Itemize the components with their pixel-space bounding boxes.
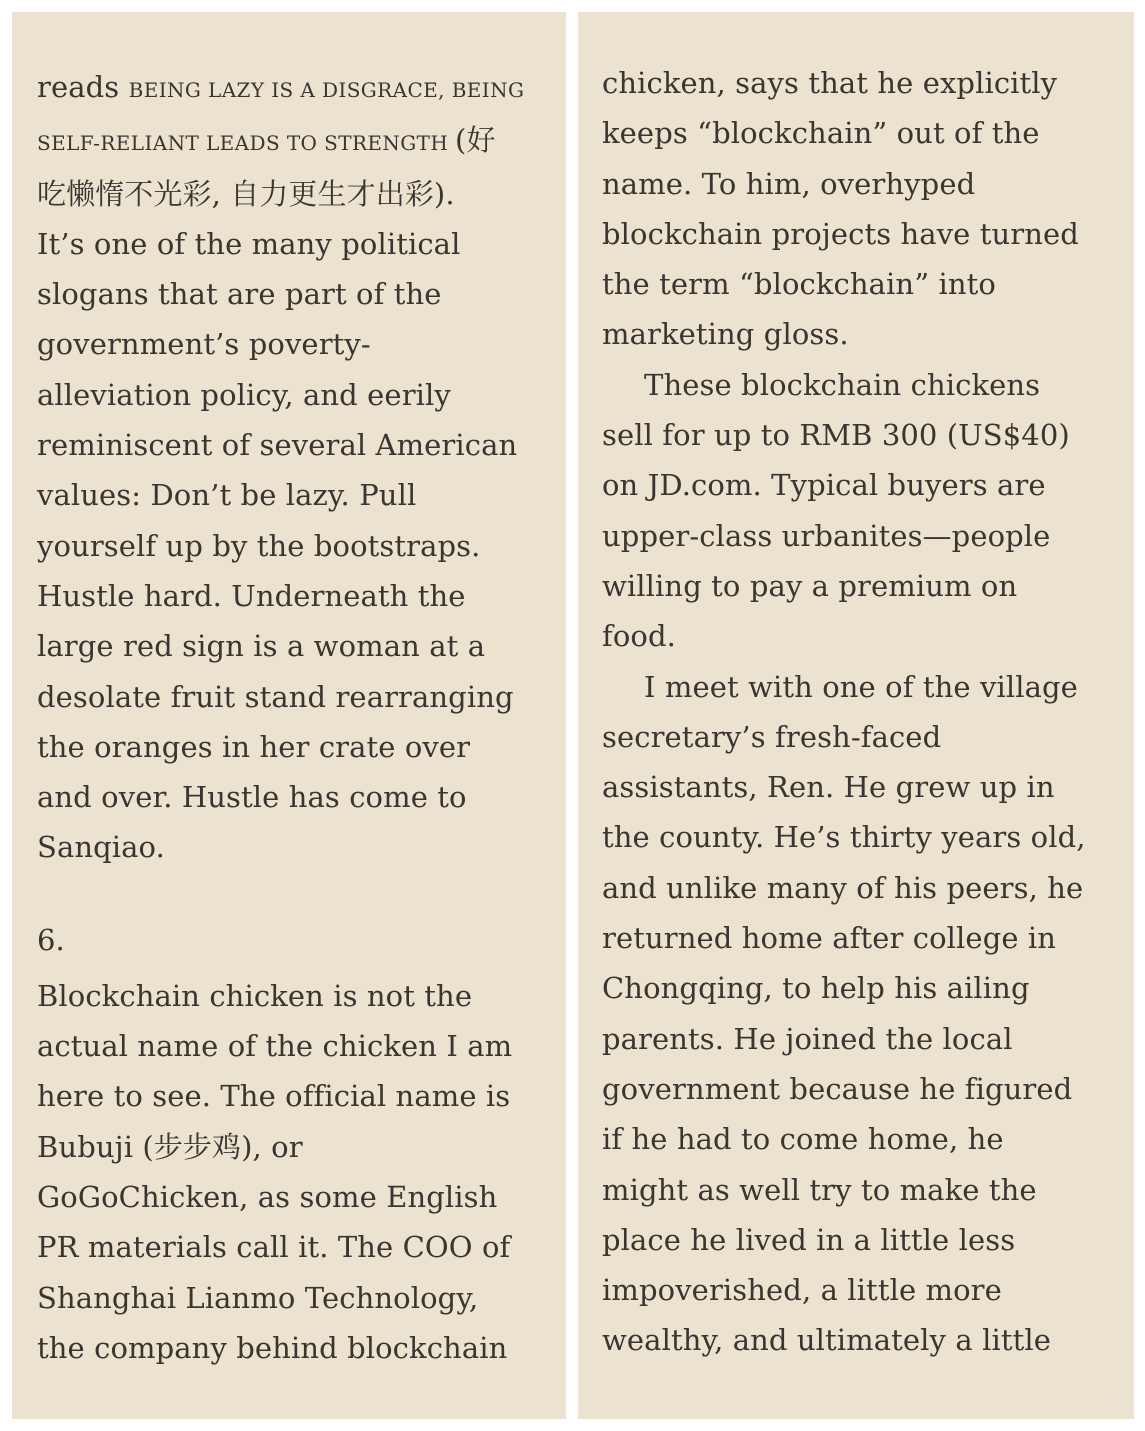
text-line: Shanghai Lianmo Technology, xyxy=(37,1280,479,1315)
text-line: place he lived in a little less xyxy=(602,1222,1016,1257)
right-page-text xyxy=(602,58,1116,1366)
text-line: willing to pay a premium on xyxy=(602,568,1018,603)
text-line: parents. He joined the local xyxy=(602,1021,1013,1056)
text-line: actual name of the chicken I am xyxy=(37,1029,513,1064)
text-line: government because he figured xyxy=(602,1071,1073,1106)
text-line: Sanqiao. xyxy=(37,830,165,865)
text-line: 吃懒惰不光彩, 自力更生才出彩). xyxy=(37,176,455,211)
text-line: the county. He’s thirty years old, xyxy=(602,820,1086,855)
text-line: secretary’s fresh-faced xyxy=(602,719,942,754)
left-page xyxy=(12,12,566,1419)
text-line: slogans that are part of the xyxy=(37,277,442,312)
text-line: food. xyxy=(602,619,676,654)
text-line: blockchain projects have turned xyxy=(602,216,1079,251)
text-line: reads BEING LAZY IS A DISGRACE, BEING xyxy=(37,70,525,104)
text-line: impoverished, a little more xyxy=(602,1273,1002,1308)
text-line: SELF-RELIANT LEADS TO STRENGTH (好 xyxy=(37,123,496,158)
text-line: GoGoChicken, as some English xyxy=(37,1179,498,1214)
left-page-text xyxy=(37,62,546,1373)
text-line: and unlike many of his peers, he xyxy=(602,870,1084,905)
text-line: values: Don’t be lazy. Pull xyxy=(37,478,417,513)
text-line: desolate fruit stand rearranging xyxy=(37,679,514,714)
text-line: Hustle hard. Underneath the xyxy=(37,578,466,613)
smallcaps-slogan: BEING LAZY IS A DISGRACE, BEING xyxy=(128,78,525,102)
section-number: 6. xyxy=(37,922,65,957)
right-page xyxy=(578,12,1134,1419)
text-line: keeps “blockchain” out of the xyxy=(602,116,1040,151)
text-line: yourself up by the bootstraps. xyxy=(37,528,481,563)
text-line: government’s poverty- xyxy=(37,327,371,362)
text-line: the term “blockchain” into xyxy=(602,267,996,302)
text-line: if he had to come home, he xyxy=(602,1122,1004,1157)
text-line: It’s one of the many political xyxy=(37,226,461,261)
text-line: on JD.com. Typical buyers are xyxy=(602,468,1046,503)
text-line: PR materials call it. The COO of xyxy=(37,1230,511,1265)
text-line: might as well try to make the xyxy=(602,1172,1037,1207)
text-line: the oranges in her crate over xyxy=(37,729,471,764)
text-line: reminiscent of several American xyxy=(37,428,518,463)
text-line: alleviation policy, and eerily xyxy=(37,377,451,412)
paragraph-start-line: These blockchain chickens xyxy=(644,367,1041,402)
text-line: name. To him, overhyped xyxy=(602,166,976,201)
text-line: wealthy, and ultimately a little xyxy=(602,1323,1051,1358)
text-line: here to see. The official name is xyxy=(37,1079,511,1114)
paragraph-start-line: I meet with one of the village xyxy=(644,669,1078,704)
text-line: Bubuji (步步鸡), or xyxy=(37,1129,303,1164)
text-line: chicken, says that he explicitly xyxy=(602,66,1058,100)
text-line: marketing gloss. xyxy=(602,317,849,352)
text-line: Blockchain chicken is not the xyxy=(37,978,473,1013)
text-line: Chongqing, to help his ailing xyxy=(602,971,1030,1006)
text-line: assistants, Ren. He grew up in xyxy=(602,770,1055,805)
text-line: large red sign is a woman at a xyxy=(37,629,486,664)
smallcaps-slogan: SELF-RELIANT LEADS TO STRENGTH xyxy=(37,131,456,156)
text-line: the company behind blockchain xyxy=(37,1330,508,1365)
text-line: returned home after college in xyxy=(602,921,1057,956)
text-line: sell for up to RMB 300 (US$40) xyxy=(602,418,1070,453)
text-line: and over. Hustle has come to xyxy=(37,780,467,815)
text-line: upper-class urbanites—people xyxy=(602,518,1051,553)
